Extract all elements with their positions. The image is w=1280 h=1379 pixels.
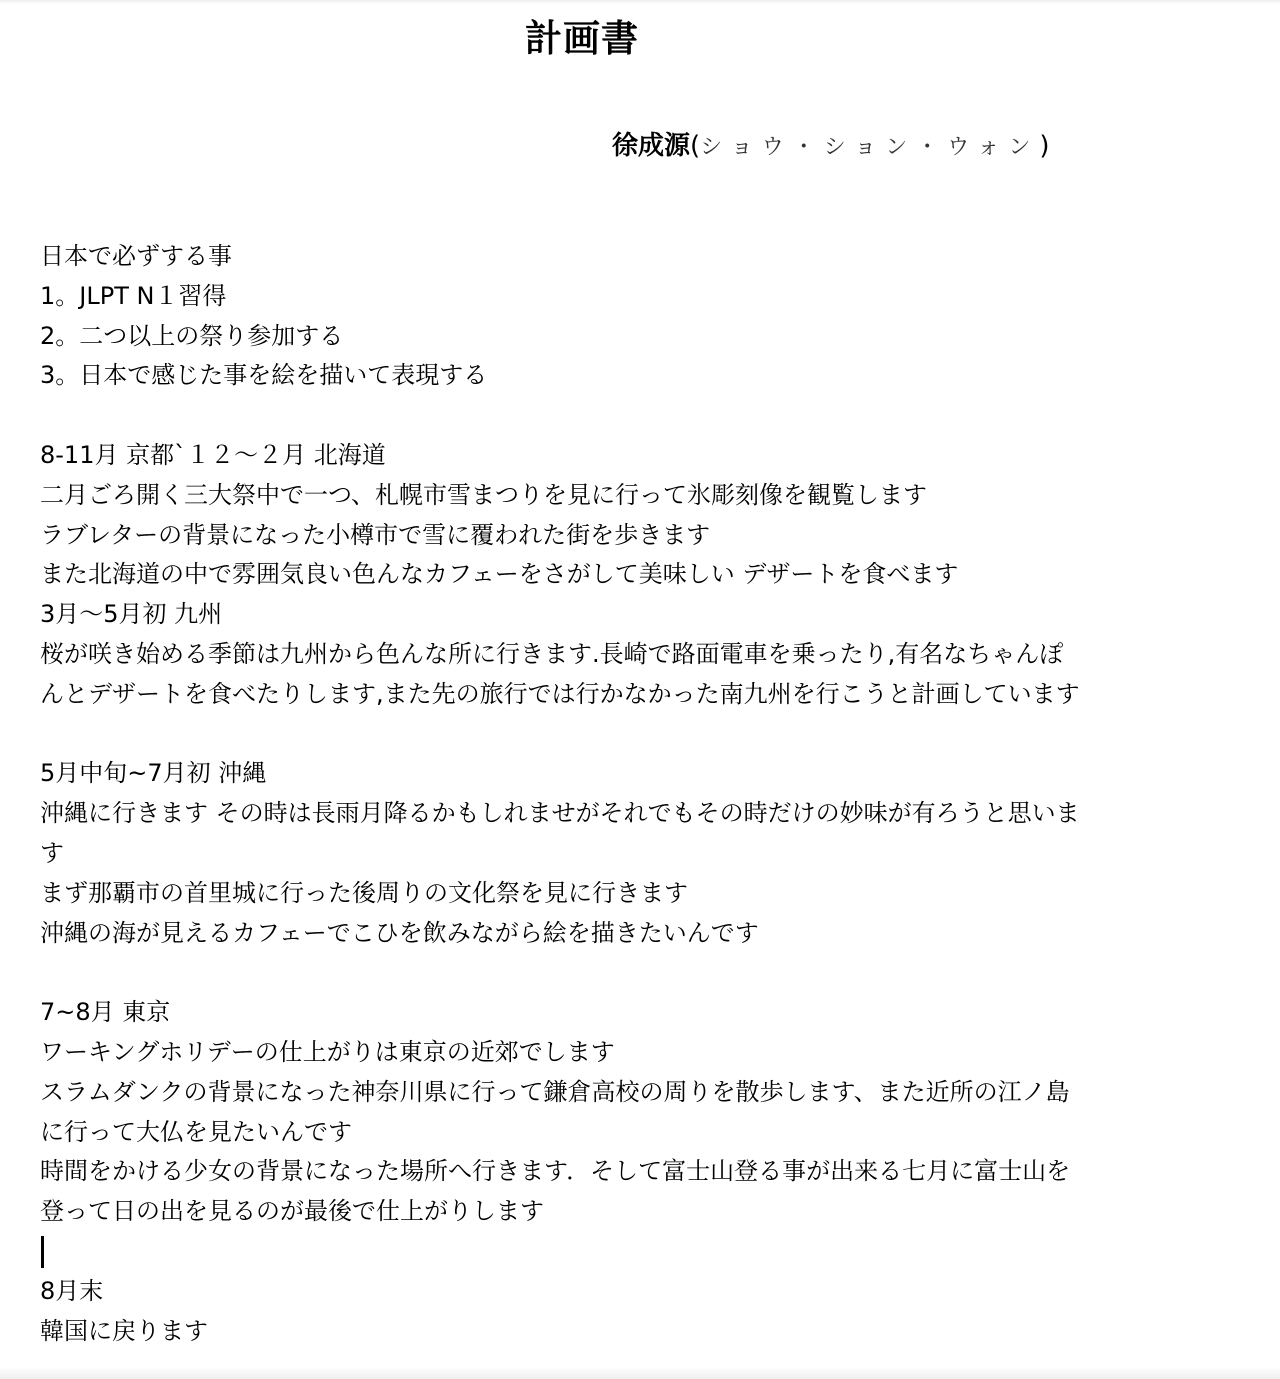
body-line: 桜が咲き始める季節は九州から色んな所に行きます.長崎で路面電車を乗ったり,有名なちゃんぽ <box>40 639 1064 668</box>
page-bottom-edge <box>0 1367 1280 1379</box>
blank-line <box>40 953 1140 993</box>
body-line: す <box>40 838 64 867</box>
author-reading: ショウ・ション・ウォン <box>700 135 1040 160</box>
text-caret-line[interactable] <box>40 1232 1140 1272</box>
body-line: 2。二つ以上の祭り参加する <box>40 321 344 350</box>
body-line: 5月中旬~7月初 沖縄 <box>40 759 267 788</box>
body-line: まず那覇市の首里城に行った後周りの文化祭を見に行きます <box>40 878 688 907</box>
body-line: んとデザートを食べたりします,また先の旅行では行かなかった南九州を行こうと計画しています <box>40 679 1080 708</box>
body-line: 韓国に戻ります <box>40 1316 208 1345</box>
body-line: 時間をかける少女の背景になった場所へ行きます．そして富士山登る事が出来る七月に富士山を <box>40 1157 1071 1186</box>
author-close-paren: ) <box>1039 131 1050 161</box>
document-title: 計画書 <box>525 17 639 60</box>
body-line: 二月ごろ開く三大祭中で一つ、札幌市雪まつりを見に行って氷彫刻像を観覧します <box>40 480 928 509</box>
text-caret <box>41 1236 44 1268</box>
body-line: ラブレターの背景になった小樽市で雪に覆われた街を歩きます <box>40 520 711 549</box>
body-line: 8月末 <box>40 1276 104 1305</box>
author-open-paren: ( <box>690 131 701 161</box>
body-line: 8-11月 京都`１２～２月 北海道 <box>40 440 386 469</box>
body-line: また北海道の中で雰囲気良い色んなカフェーをさがして美味しい デザートを食べます <box>40 560 959 589</box>
body-line: スラムダンクの背景になった神奈川県に行って鎌倉高校の周りを散歩します、また近所の江ノ島 <box>40 1077 1070 1106</box>
author-name: 徐成源 <box>612 131 691 161</box>
body-line: 3。日本で感じた事を絵を描いて表現する <box>40 361 488 390</box>
document-body[interactable] <box>40 237 1140 1351</box>
author-line <box>612 124 1050 170</box>
body-line: 7~8月 東京 <box>40 998 171 1027</box>
blank-line <box>40 715 1140 755</box>
body-line: 沖縄の海が見えるカフェーでこひを飲みながら絵を描きたいんです <box>40 918 759 947</box>
body-line: ワーキングホリデーの仕上がりは東京の近郊でします <box>40 1037 615 1066</box>
body-line: 日本で必ずする事 <box>40 242 232 270</box>
body-line: 登って日の出を見るのが最後で仕上がりします <box>40 1197 544 1226</box>
page-top-edge <box>0 0 1280 4</box>
body-line: 3月～5月初 九州 <box>40 600 223 629</box>
body-line: 1。JLPT N１習得 <box>40 281 227 310</box>
blank-line <box>40 396 1140 436</box>
body-line: 沖縄に行きます その時は長雨月降るかもしれませがそれでもその時だけの妙味が有ろうと思いま <box>40 799 1080 828</box>
body-line: に行って大仏を見たいんです <box>40 1117 352 1146</box>
